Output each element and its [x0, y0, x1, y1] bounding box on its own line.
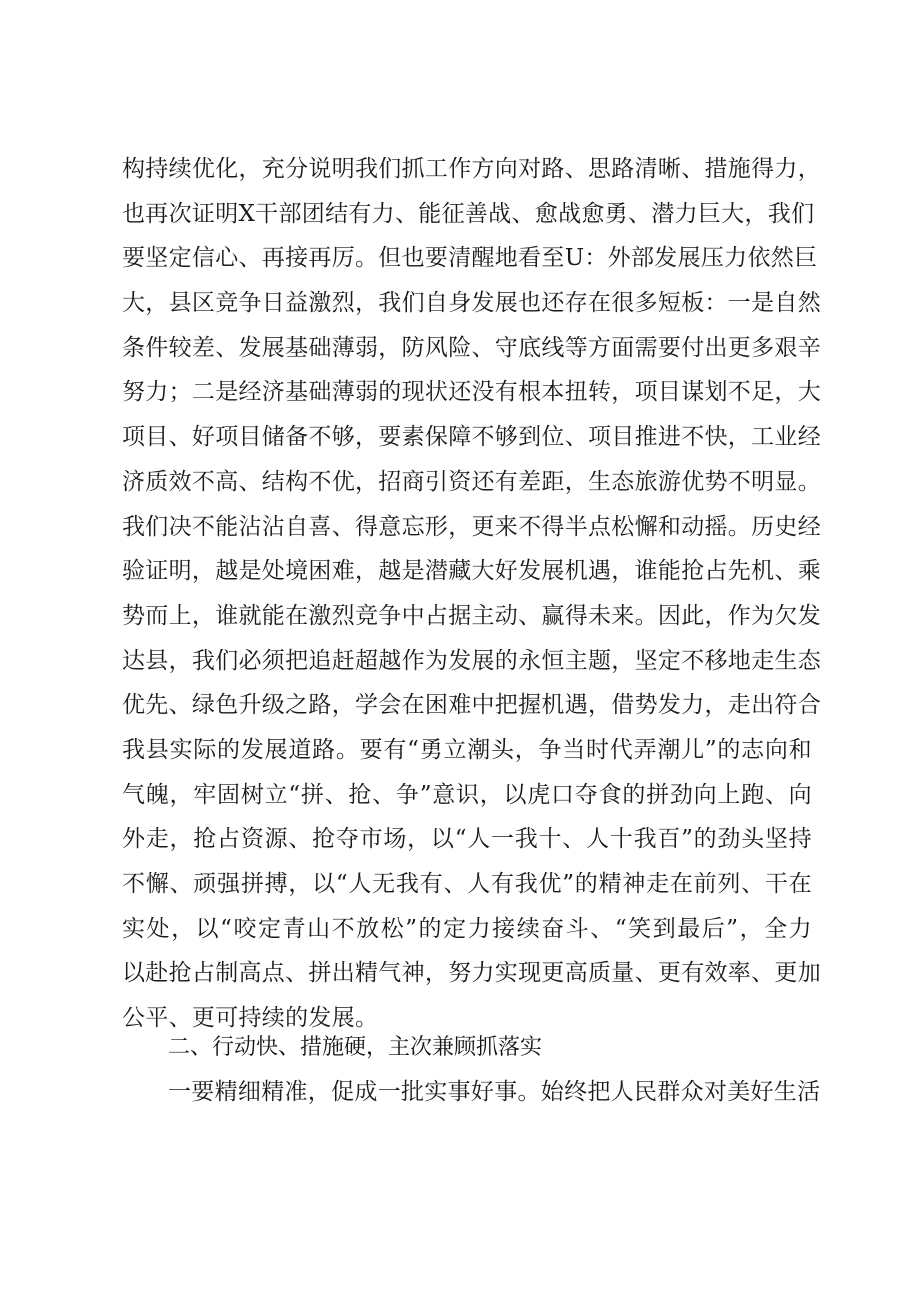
text-line: 济质效不高、结构不优，招商引资还有差距，生态旅游优势不明显。 — [122, 468, 821, 495]
text-line: 以赴抢占制高点、拼出精气神，努力实现更高质量、更有效率、更加 — [122, 960, 821, 987]
text-line: 大，县区竞争日益激烈，我们自身发展也还存在很多短板：一是自然 — [122, 290, 821, 317]
text-line: 实处，以“咬定青山不放松”的定力接续奋斗、“笑到最后”，全力 — [122, 915, 812, 942]
text-line: 一要精细精准，促成一批实事好事。始终把人民群众对美好生活 — [168, 1079, 821, 1105]
text-line: 构持续优化，充分说明我们抓工作方向对路、思路清晰、措施得力， — [122, 156, 821, 182]
text-line: 我们决不能沾沾自喜、得意忘形，更来不得半点松懈和动摇。历史经 — [122, 513, 821, 540]
paragraph-start — [122, 1070, 821, 1115]
text-line: 也再次证明X干部团结有力、能征善战、愈战愈勇、潜力巨大，我们 — [122, 200, 815, 227]
text-line: 我县实际的发展道路。要有“勇立潮头，争当时代弄潮儿”的志向和 — [122, 736, 812, 763]
text-line: 要坚定信心、再接再厉。但也要清醒地看至U：外部发展压力依然巨 — [122, 245, 818, 272]
text-line: 势而上，谁就能在激烈竞争中占据主动、赢得未来。因此，作为欠发 — [122, 602, 821, 629]
text-line: 优先、绿色升级之路，学会在困难中把握机遇，借势发力，走出符合 — [122, 692, 821, 719]
section-heading: 二、行动快、措施硬，主次兼顾抓落实 — [168, 1035, 543, 1060]
text-line: 条件较差、发展基础薄弱，防风险、守底线等方面需要付出更多艰辛 — [122, 334, 821, 361]
text-line: 外走，抢占资源、抢夺市场，以“人一我十、人十我百”的劲头坚持 — [122, 826, 812, 853]
text-line: 不懈、顽强拼搏，以“人无我有、人有我优”的精神走在前列、干在 — [122, 871, 812, 897]
paragraph-continued — [122, 147, 821, 1041]
text-line: 验证明，越是处境困难，越是潜藏大好发展机遇，谁能抢占先机、乘 — [122, 558, 821, 585]
text-line: 项目、好项目储备不够，要素保障不够到位、项目推进不快，工业经 — [122, 424, 821, 451]
text-line: 努力；二是经济基础薄弱的现状还没有根本扭转，项目谋划不足，大 — [122, 379, 821, 406]
text-line: 公平、更可持续的发展。 — [122, 1005, 379, 1032]
text-line: 气魄，牢固树立“拼、抢、争”意识，以虎口夺食的拼劲向上跑、向 — [122, 781, 812, 808]
text-line: 达县，我们必须把追赶超越作为发展的永恒主题，坚定不移地走生态 — [122, 647, 821, 674]
